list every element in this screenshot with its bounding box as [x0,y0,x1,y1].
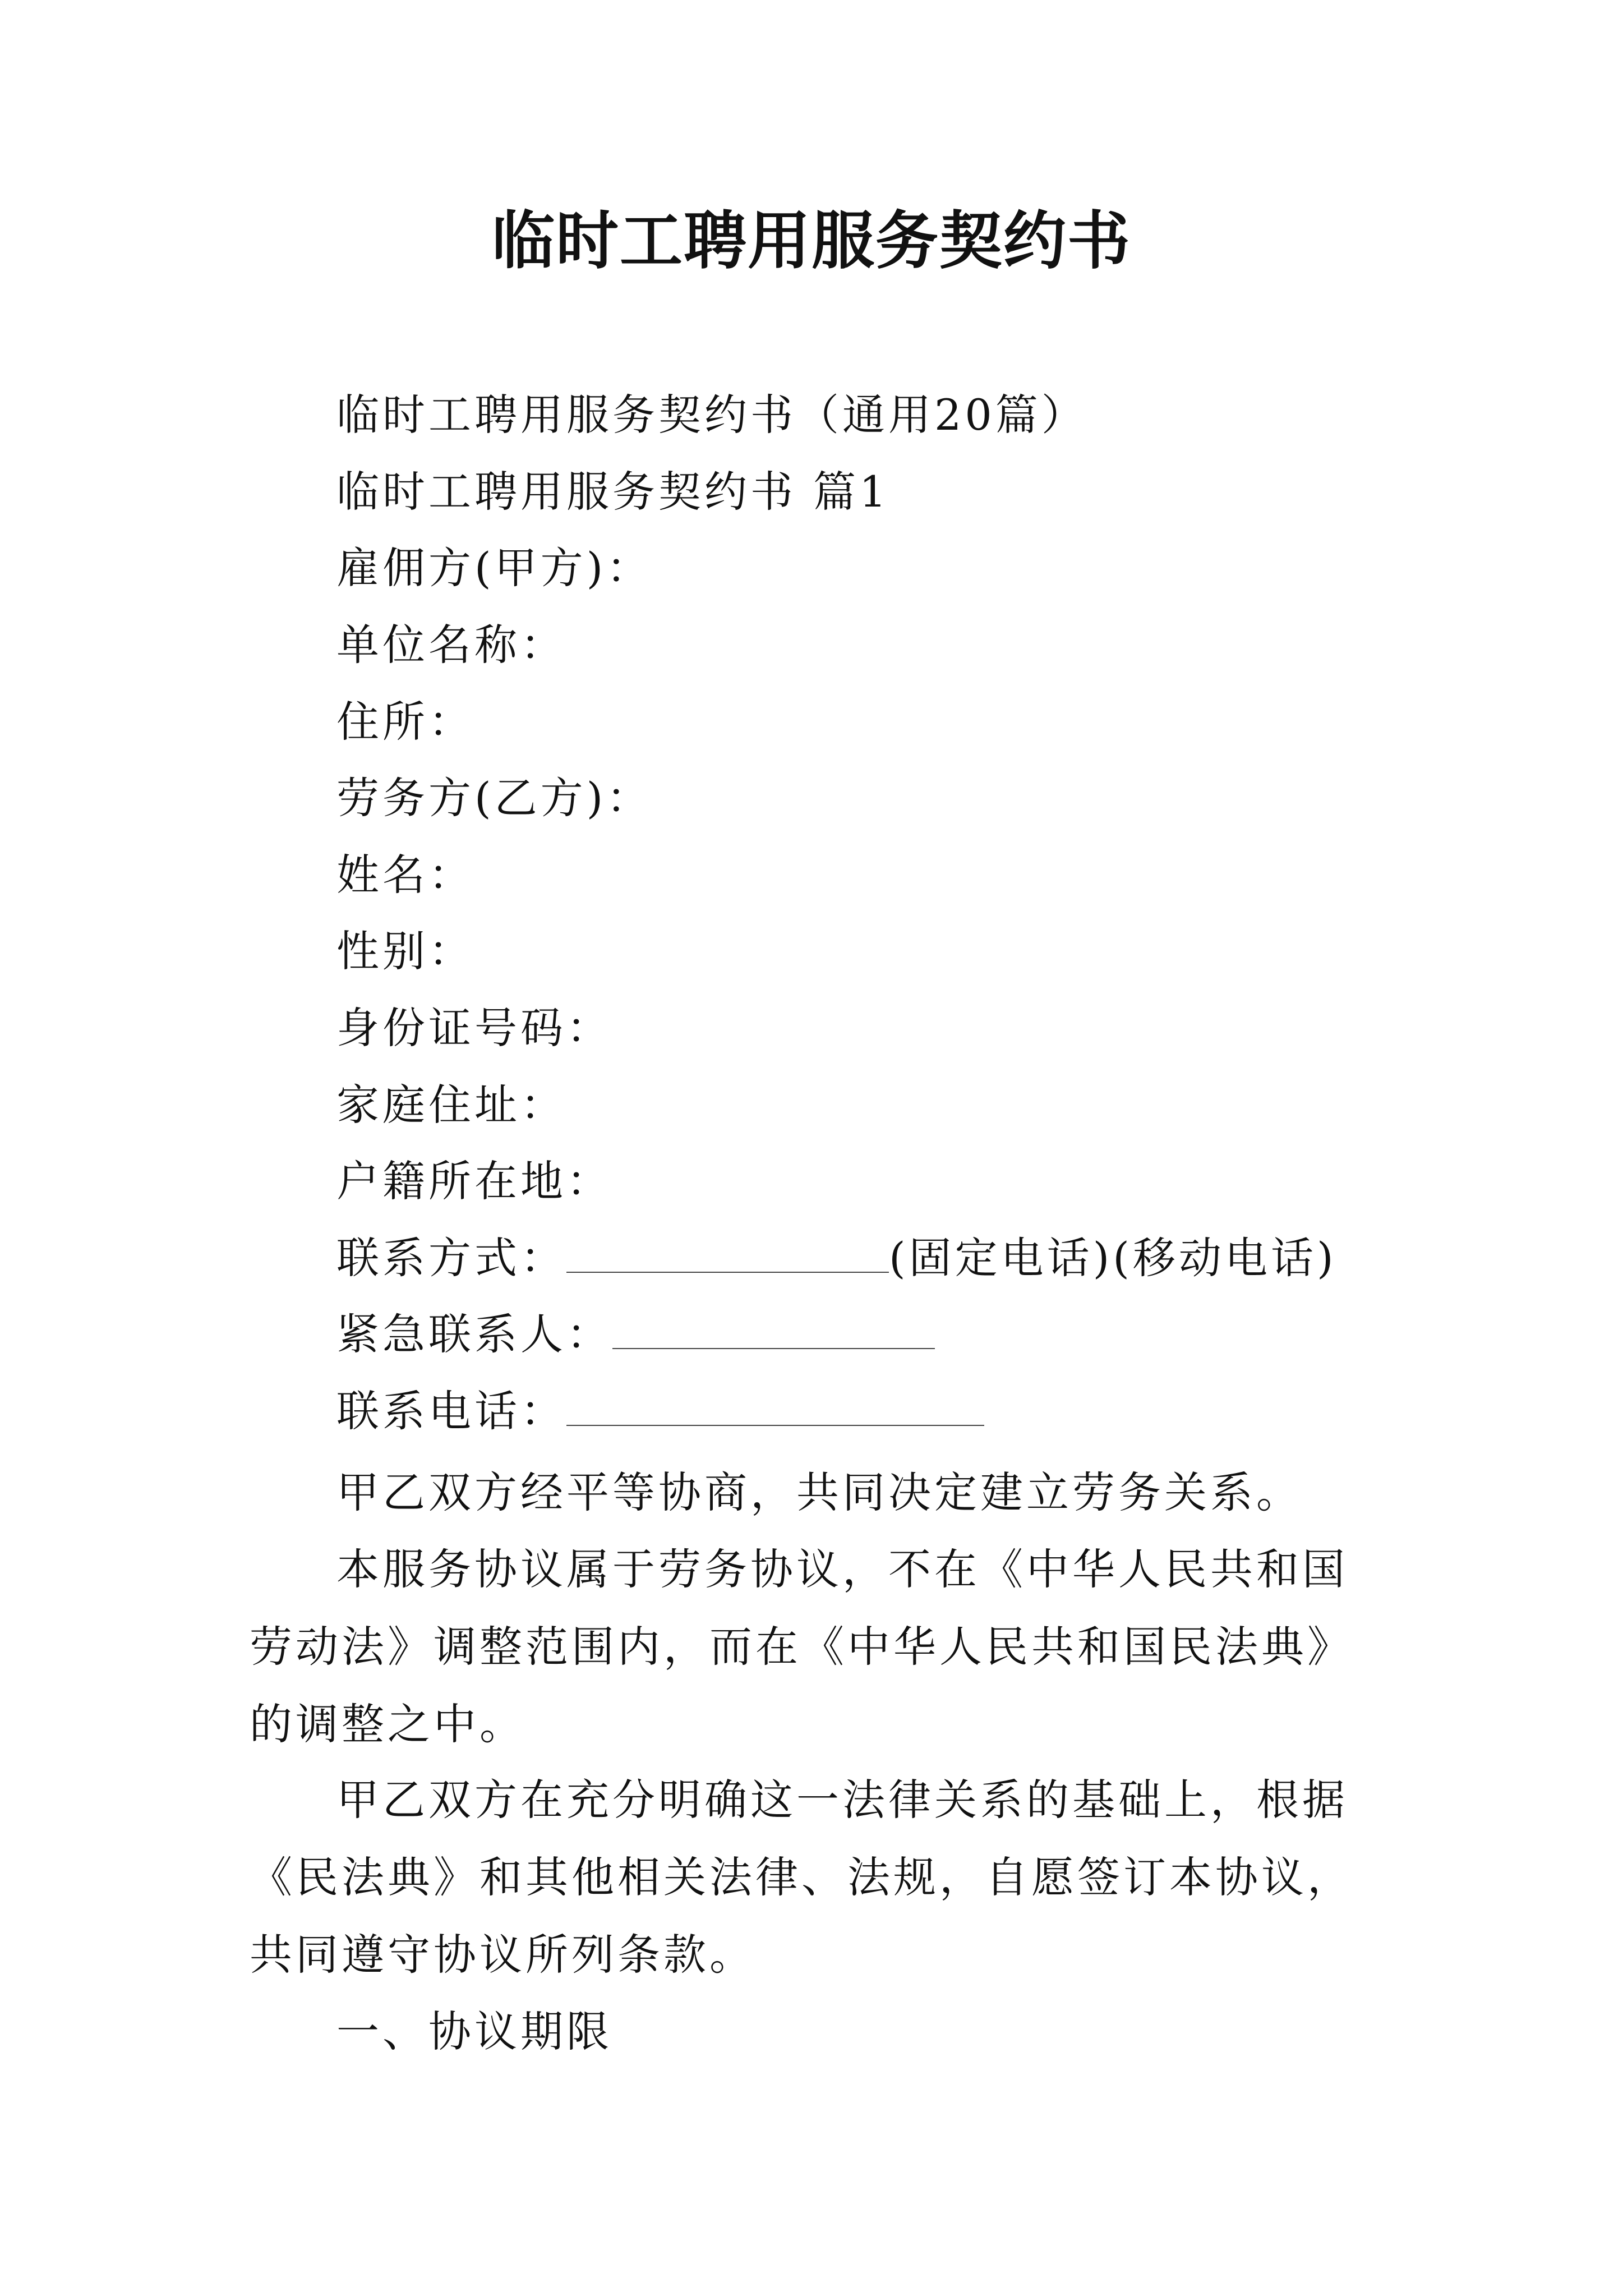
paragraph-3: 甲乙双方在充分明确这一法律关系的基础上，根据《民法典》和其他相关法律、法规，自愿签订本协议，共同遵守协议所列条款。 [250,1775,1353,1980]
clause-heading: 一、协议期限 [336,2007,612,2056]
contact-method-line [336,1227,1337,1289]
emergency-contact-blank [612,1309,935,1349]
contact-phone-blank [566,1386,984,1426]
contact-phone-label: 联系电话： [336,1386,566,1436]
emergency-contact-line [336,1304,935,1365]
contact-method-suffix: (固定电话)(移动电话) [889,1233,1337,1283]
document-subtitle: 临时工聘用服务契约书（通用20篇） [336,390,1087,440]
household-register-label: 户籍所在地： [336,1156,612,1206]
id-number-label: 身份证号码： [336,1003,612,1053]
unit-name-label: 单位名称： [336,620,566,670]
contact-method-blank [566,1232,889,1273]
home-address-label: 家庭住址： [336,1080,566,1130]
gender-label: 性别： [336,926,474,976]
contact-phone-line [336,1381,984,1442]
residence-label: 住所： [336,697,474,747]
paragraph-1: 甲乙双方经平等协商，共同决定建立劳务关系。 [336,1467,1302,1517]
laborer-label: 劳务方(乙方)： [336,773,653,823]
paragraph-2: 本服务协议属于劳务协议，不在《中华人民共和国劳动法》调整范围内，而在《中华人民共和国民法典》的调整之中。 [250,1544,1353,1749]
employer-label: 雇佣方(甲方)： [336,543,653,593]
contact-method-label: 联系方式： [336,1233,566,1283]
section-heading: 临时工聘用服务契约书 篇1 [336,467,890,517]
emergency-contact-label: 紧急联系人： [336,1309,612,1359]
document-title: 临时工聘用服务契约书 [492,205,1131,278]
name-label: 姓名： [336,850,474,900]
